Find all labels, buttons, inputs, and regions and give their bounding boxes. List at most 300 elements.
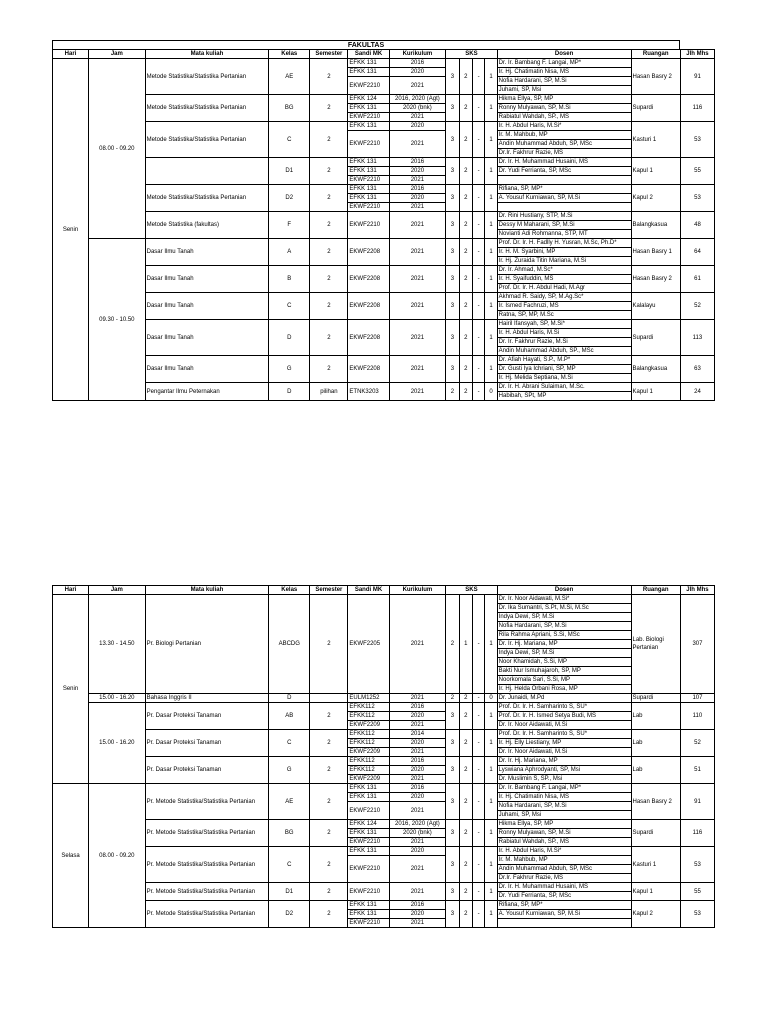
sks-total-cell: 3	[446, 847, 459, 883]
sks-total-cell: 3	[446, 95, 459, 122]
sks-practicum-cell: 1	[485, 212, 497, 239]
sks-total-cell: 3	[446, 185, 459, 212]
course-code-cell: EKWF2209	[348, 775, 389, 784]
time-slot-cell: 13.30 - 14.50	[89, 595, 146, 694]
curriculum-cell: 2020	[389, 122, 446, 131]
student-count-cell: 91	[680, 59, 714, 95]
schedule-table-2	[52, 585, 715, 928]
header-dosen: Dosen	[497, 586, 631, 595]
lecturer-cell: Andin Muhammad Abduh, SP, MSc	[497, 865, 631, 874]
lecturer-cell: Dr. Muslimin S, SP., Msi	[497, 775, 631, 784]
class-cell: D1	[269, 883, 310, 901]
curriculum-cell: 2021	[389, 212, 446, 239]
table-row	[53, 730, 715, 739]
curriculum-cell: 2021	[389, 113, 446, 122]
curriculum-cell: 2020	[389, 712, 446, 721]
student-count-cell: 51	[680, 757, 714, 784]
curriculum-cell: 2020	[389, 910, 446, 919]
sks-total-cell: 3	[446, 293, 459, 320]
sks-total-cell: 3	[446, 883, 459, 901]
sks-theory-cell: 2	[459, 784, 472, 820]
lecturer-cell: Ir. Hj. Helda Orbani Rosa, MP	[497, 685, 631, 694]
lecturer-cell: Andin Muhammad Abduh, SP, MSc	[497, 140, 631, 149]
time-slot-cell: 15.00 - 16.20	[89, 694, 146, 703]
semester-cell: 2	[310, 784, 348, 820]
class-cell: C	[269, 730, 310, 757]
sks-total-cell: 3	[446, 730, 459, 757]
semester-cell: 2	[310, 847, 348, 883]
sks-dash-cell: -	[472, 185, 484, 212]
class-cell: G	[269, 356, 310, 383]
semester-cell: 2	[310, 59, 348, 95]
student-count-cell: 55	[680, 158, 714, 185]
sks-theory-cell: 2	[459, 212, 472, 239]
semester-cell: 2	[310, 185, 348, 212]
lecturer-cell: Ir. Ismed Fachruzi, MS	[497, 302, 631, 311]
course-name-cell: Metode Statistika (fakultas)	[145, 212, 269, 239]
course-name-cell: Dasar Ilmu Tanah	[145, 266, 269, 293]
sks-total-cell: 3	[446, 266, 459, 293]
course-code-cell: EKWF2210	[348, 802, 389, 820]
course-code-cell: EFKK 131	[348, 185, 389, 194]
table-row	[53, 320, 715, 329]
curriculum-cell: 2016, 2020 (Agt)	[389, 820, 446, 829]
room-cell: Hasan Basry 2	[631, 59, 680, 95]
semester-cell: 2	[310, 757, 348, 784]
class-cell: C	[269, 293, 310, 320]
sks-practicum-cell: 1	[485, 239, 497, 266]
table-row	[53, 694, 715, 703]
sks-practicum-cell: 1	[485, 883, 497, 901]
sks-total-cell: 3	[446, 239, 459, 266]
sks-dash-cell: -	[472, 95, 484, 122]
header-ruangan: Ruangan	[631, 586, 680, 595]
sks-theory-cell: 1	[459, 595, 472, 694]
course-code-cell: EFKK 131	[348, 59, 389, 68]
sks-dash-cell: -	[472, 730, 484, 757]
lecturer-cell	[497, 176, 631, 185]
class-cell: ABCDG	[269, 595, 310, 694]
lecturer-cell: Juhami, SP, Msi	[497, 811, 631, 820]
sks-total-cell: 3	[446, 59, 459, 95]
room-cell: Balangkasua	[631, 356, 680, 383]
curriculum-cell: 2016	[389, 784, 446, 793]
curriculum-cell: 2021	[389, 320, 446, 356]
curriculum-cell: 2016	[389, 757, 446, 766]
semester-cell	[310, 694, 348, 703]
sks-dash-cell: -	[472, 820, 484, 847]
class-cell: C	[269, 847, 310, 883]
lecturer-cell: Dr. Ir. Bambang F. Langai, MP*	[497, 784, 631, 793]
lecturer-cell: Prof. Dr. Ir. H. Samharinto S, SU*	[497, 730, 631, 739]
sks-practicum-cell: 1	[485, 293, 497, 320]
class-cell: BG	[269, 95, 310, 122]
curriculum-cell: 2021	[389, 77, 446, 95]
class-cell: D1	[269, 158, 310, 185]
sks-practicum-cell: 1	[485, 595, 497, 694]
table-row	[53, 883, 715, 892]
lecturer-cell: Ir. Hj. Elly Liestiany, MP	[497, 739, 631, 748]
course-code-cell: EFKK112	[348, 739, 389, 748]
faculty-title: FAKULTAS	[52, 40, 680, 50]
curriculum-cell: 2014	[389, 730, 446, 739]
sks-practicum-cell: 1	[485, 820, 497, 847]
header-jlh-mhs: Jlh Mhs	[680, 586, 714, 595]
student-count-cell: 52	[680, 293, 714, 320]
student-count-cell: 64	[680, 239, 714, 266]
course-name-cell: Metode Statistika/Statistika Pertanian	[145, 95, 269, 122]
sks-dash-cell: -	[472, 293, 484, 320]
sks-dash-cell: -	[472, 383, 484, 401]
course-code-cell: EFKK112	[348, 766, 389, 775]
header-hari: Hari	[53, 586, 89, 595]
lecturer-cell: Dr. Ir. Fakhrur Razie, M.Si	[497, 338, 631, 347]
sks-total-cell: 2	[446, 595, 459, 694]
day-cell: Senin	[53, 595, 89, 784]
curriculum-cell: 2021	[389, 883, 446, 901]
course-name-cell: Pr. Metode Statistika/Statistika Pertanian	[145, 784, 269, 820]
sks-dash-cell: -	[472, 847, 484, 883]
course-code-cell: EULM1252	[348, 694, 389, 703]
course-code-cell: EKWF2210	[348, 176, 389, 185]
course-code-cell: EKWF2210	[348, 838, 389, 847]
course-name-cell: Pr. Metode Statistika/Statistika Pertanian	[145, 847, 269, 883]
course-code-cell: EKWF2209	[348, 721, 389, 730]
sks-practicum-cell: 1	[485, 122, 497, 158]
course-code-cell: EFKK 131	[348, 167, 389, 176]
course-code-cell: EKWF2210	[348, 131, 389, 158]
lecturer-cell: Novianti Adi Rohmanna, STP, MT	[497, 230, 631, 239]
course-code-cell: EKWF2210	[348, 883, 389, 901]
curriculum-cell: 2016	[389, 185, 446, 194]
curriculum-cell: 2020	[389, 194, 446, 203]
sks-total-cell: 2	[446, 383, 459, 401]
student-count-cell: 307	[680, 595, 714, 694]
sks-theory-cell: 2	[459, 694, 472, 703]
curriculum-cell: 2016, 2020 (Agt)	[389, 95, 446, 104]
lecturer-cell: Indya Dewi, SP, M.Si	[497, 649, 631, 658]
room-cell: Lab	[631, 730, 680, 757]
lecturer-cell: Hikma Ellya, SP, MP	[497, 820, 631, 829]
sks-theory-cell: 2	[459, 59, 472, 95]
room-cell: Hasan Basry 1	[631, 239, 680, 266]
sks-theory-cell: 2	[459, 95, 472, 122]
sks-practicum-cell: 1	[485, 757, 497, 784]
sks-total-cell: 3	[446, 901, 459, 928]
lecturer-cell: Dr. Ir. Hj. Mariana, MP	[497, 640, 631, 649]
course-code-cell: EKWF2208	[348, 266, 389, 293]
sks-dash-cell: -	[472, 212, 484, 239]
sks-theory-cell: 2	[459, 703, 472, 730]
sks-practicum-cell: 1	[485, 356, 497, 383]
lecturer-cell: Ir. Hj. Melida Septiana, M.Si	[497, 374, 631, 383]
lecturer-cell: Habibah, SPt, MP	[497, 392, 631, 401]
student-count-cell: 53	[680, 122, 714, 158]
course-name-cell: Bahasa Inggris II	[145, 694, 269, 703]
course-code-cell: EKWF2210	[348, 856, 389, 883]
course-code-cell: EFKK 131	[348, 910, 389, 919]
room-cell: Supardi	[631, 320, 680, 356]
course-code-cell: EFKK 124	[348, 95, 389, 104]
sks-theory-cell: 2	[459, 158, 472, 185]
semester-cell: 2	[310, 239, 348, 266]
class-cell: A	[269, 239, 310, 266]
curriculum-cell: 2020	[389, 793, 446, 802]
sks-dash-cell: -	[472, 883, 484, 901]
curriculum-cell: 2020	[389, 739, 446, 748]
semester-cell: 2	[310, 158, 348, 185]
lecturer-cell: Dr. Ir. Bambang F. Langai, MP*	[497, 59, 631, 68]
class-cell: D2	[269, 901, 310, 928]
course-name-cell: Pr. Metode Statistika/Statistika Pertanian	[145, 883, 269, 901]
sks-theory-cell: 2	[459, 383, 472, 401]
room-cell: Kapul 1	[631, 883, 680, 901]
lecturer-cell: Dr. Ir. H. Abrani Sulaiman, M.Sc.	[497, 383, 631, 392]
lecturer-cell: Dr. Rini Hustiany, STP, M.Si	[497, 212, 631, 221]
lecturer-cell: Dr. Ir. Ahmad, M.Sc*	[497, 266, 631, 275]
lecturer-cell: Dr. Ir. Hj. Mariana, MP	[497, 757, 631, 766]
sks-theory-cell: 2	[459, 757, 472, 784]
curriculum-cell: 2021	[389, 856, 446, 883]
header-sks: SKS	[446, 50, 497, 59]
lecturer-cell: Ir. Hj. Chatimatin Nisa, MS	[497, 793, 631, 802]
table-row	[53, 383, 715, 392]
course-code-cell: EKWF2210	[348, 113, 389, 122]
sks-total-cell: 3	[446, 158, 459, 185]
semester-cell: 2	[310, 95, 348, 122]
lecturer-cell	[497, 203, 631, 212]
table-row	[53, 185, 715, 194]
curriculum-cell: 2021	[389, 131, 446, 158]
student-count-cell: 53	[680, 847, 714, 883]
room-cell: Hasan Basry 2	[631, 784, 680, 820]
lecturer-cell: Ir. H. Abdul Haris, M.Si	[497, 329, 631, 338]
sks-total-cell: 3	[446, 320, 459, 356]
curriculum-cell: 2020	[389, 847, 446, 856]
lecturer-cell: Ratna, SP, MP, M.Sc	[497, 311, 631, 320]
lecturer-cell: Dr. Yudi Ferrianta, SP, MSc	[497, 892, 631, 901]
lecturer-cell: Akhmad R. Saidy, SP, M.Ag.Sc*	[497, 293, 631, 302]
semester-cell: 2	[310, 356, 348, 383]
table-body-2	[53, 595, 715, 928]
table-row	[53, 293, 715, 302]
table-row	[53, 122, 715, 131]
class-cell: D	[269, 383, 310, 401]
sks-practicum-cell: 1	[485, 730, 497, 757]
sks-practicum-cell: 1	[485, 703, 497, 730]
course-code-cell: EFKK112	[348, 757, 389, 766]
course-name-cell: Pengantar Ilmu Peternakan	[145, 383, 269, 401]
lecturer-cell: Juhami, SP, Msi	[497, 86, 631, 95]
course-code-cell: EKWF2208	[348, 239, 389, 266]
course-name-cell: Pr. Metode Statistika/Statistika Pertanian	[145, 820, 269, 847]
class-cell: B	[269, 266, 310, 293]
sks-theory-cell: 2	[459, 847, 472, 883]
course-code-cell: EFKK112	[348, 712, 389, 721]
header-mata-kuliah: Mata kuliah	[145, 586, 269, 595]
curriculum-cell: 2021	[389, 838, 446, 847]
course-name-cell: Dasar Ilmu Tanah	[145, 293, 269, 320]
room-cell: Hasan Basry 2	[631, 266, 680, 293]
student-count-cell: 61	[680, 266, 714, 293]
header-kurikulum: Kurikulum	[389, 50, 446, 59]
sks-dash-cell: -	[472, 703, 484, 730]
table-row	[53, 95, 715, 104]
course-code-cell: EFKK 131	[348, 122, 389, 131]
lecturer-cell: A. Yousuf Kurniawan, SP, M.Si	[497, 194, 631, 203]
lecturer-cell: Rifiana, SP, MP*	[497, 901, 631, 910]
sks-theory-cell: 2	[459, 122, 472, 158]
time-slot-cell: 08.00 - 09.20	[89, 784, 146, 928]
course-name-cell: Metode Statistika/Statistika Pertanian	[145, 122, 269, 158]
course-name-cell: Pr. Metode Statistika/Statistika Pertanian	[145, 901, 269, 928]
lecturer-cell: Ir. H. Syaifuddin, MS	[497, 275, 631, 284]
lecturer-cell: Ir. M. Mahbub, MP	[497, 856, 631, 865]
sks-theory-cell: 2	[459, 820, 472, 847]
sks-dash-cell: -	[472, 122, 484, 158]
semester-cell: 2	[310, 595, 348, 694]
curriculum-cell: 2021	[389, 694, 446, 703]
header-semester: Semester	[310, 586, 348, 595]
class-cell: AE	[269, 59, 310, 95]
sks-theory-cell: 2	[459, 239, 472, 266]
lecturer-cell: Dr. Ir. Noor Aidawati, M.Si	[497, 721, 631, 730]
course-code-cell: EFKK 131	[348, 104, 389, 113]
sks-total-cell: 3	[446, 122, 459, 158]
room-cell: Kapul 2	[631, 901, 680, 928]
class-cell: C	[269, 122, 310, 158]
curriculum-cell: 2021	[389, 356, 446, 383]
sks-theory-cell: 2	[459, 320, 472, 356]
class-cell: G	[269, 757, 310, 784]
table-row	[53, 158, 715, 167]
table-row	[53, 757, 715, 766]
header-jam: Jam	[89, 586, 146, 595]
lecturer-cell	[497, 919, 631, 928]
class-cell: AE	[269, 784, 310, 820]
course-name-cell: Dasar Ilmu Tanah	[145, 239, 269, 266]
course-code-cell: EKWF2208	[348, 293, 389, 320]
sks-practicum-cell: 0	[485, 383, 497, 401]
sks-practicum-cell: 1	[485, 784, 497, 820]
day-cell: Senin	[53, 59, 89, 401]
lecturer-cell: Dessy M Maharani, SP, M.Si	[497, 221, 631, 230]
curriculum-cell: 2021	[389, 266, 446, 293]
sks-total-cell: 3	[446, 820, 459, 847]
table-row	[53, 820, 715, 829]
sks-practicum-cell: 1	[485, 185, 497, 212]
schedule-table-1	[52, 49, 715, 401]
course-code-cell: EKWF2210	[348, 77, 389, 95]
sks-dash-cell: -	[472, 239, 484, 266]
lecturer-cell: Dr. Yudi Ferrianta, SP, MSc	[497, 167, 631, 176]
sks-dash-cell: -	[472, 694, 484, 703]
room-cell: Kapul 1	[631, 158, 680, 185]
header-dosen: Dosen	[497, 50, 631, 59]
time-slot-cell: 09.30 - 10.50	[89, 239, 146, 401]
course-code-cell: EFKK 131	[348, 901, 389, 910]
curriculum-cell: 2021	[389, 595, 446, 694]
room-cell: Kalalayu	[631, 293, 680, 320]
table-row	[53, 901, 715, 910]
sks-practicum-cell: 1	[485, 847, 497, 883]
header-sandi-mk: Sandi MK	[348, 586, 389, 595]
lecturer-cell: Dr. Junaidi, M.Pd	[497, 694, 631, 703]
sks-total-cell: 3	[446, 212, 459, 239]
lecturer-cell: Ir. M. Mahbub, MP	[497, 131, 631, 140]
lecturer-cell: Ir. H. Abdul Haris, M.Si*	[497, 847, 631, 856]
course-code-cell: EFKK 124	[348, 820, 389, 829]
lecturer-cell: Noorkomala Sari, S.Si, MP	[497, 676, 631, 685]
lecturer-cell: Dr.Ir. Fakhrur Razie, MS	[497, 874, 631, 883]
sks-total-cell: 3	[446, 784, 459, 820]
student-count-cell: 55	[680, 883, 714, 901]
sks-practicum-cell: 1	[485, 901, 497, 928]
sks-total-cell: 3	[446, 703, 459, 730]
student-count-cell: 113	[680, 320, 714, 356]
course-code-cell: EKWF2210	[348, 212, 389, 239]
sks-dash-cell: -	[472, 595, 484, 694]
sks-total-cell: 3	[446, 757, 459, 784]
sks-practicum-cell: 1	[485, 95, 497, 122]
lecturer-cell: Rabiatul Wahdah, SP., MS	[497, 113, 631, 122]
lecturer-cell: Dr. Afiah Hayati, S.P., M.P*	[497, 356, 631, 365]
header-sks: SKS	[446, 586, 497, 595]
course-code-cell: EKWF2209	[348, 748, 389, 757]
lecturer-cell: Ir. Hj. Zuraida Titin Mariana, M.Si	[497, 257, 631, 266]
day-cell: Selasa	[53, 784, 89, 928]
semester-cell: 2	[310, 266, 348, 293]
curriculum-cell: 2021	[389, 919, 446, 928]
room-cell: Kasturi 1	[631, 847, 680, 883]
room-cell: Supardi	[631, 694, 680, 703]
semester-cell: 2	[310, 901, 348, 928]
header-sandi-mk: Sandi MK	[348, 50, 389, 59]
table-row	[53, 212, 715, 221]
course-code-cell: EFKK 131	[348, 847, 389, 856]
header-row	[53, 586, 715, 595]
sks-dash-cell: -	[472, 158, 484, 185]
curriculum-cell: 2021	[389, 802, 446, 820]
curriculum-cell: 2021	[389, 775, 446, 784]
curriculum-cell: 2021	[389, 383, 446, 401]
lecturer-cell: Rifiana, SP, MP*	[497, 185, 631, 194]
course-code-cell: EFKK 131	[348, 68, 389, 77]
header-row	[53, 50, 715, 59]
course-name-cell: Pr. Dasar Proteksi Tanaman	[145, 730, 269, 757]
lecturer-cell: Dr. Ir. H. Muhammad Husaini, MS	[497, 883, 631, 892]
course-code-cell: EFKK 131	[348, 194, 389, 203]
course-name-cell: Pr. Dasar Proteksi Tanaman	[145, 703, 269, 730]
time-slot-cell: 15.00 - 16.20	[89, 703, 146, 784]
lecturer-cell: Prof. Dr. Ir. H. Ismed Setya Budi, MS	[497, 712, 631, 721]
lecturer-cell: Bakti Nur Ismuhajaroh, SP, MP	[497, 667, 631, 676]
semester-cell: 2	[310, 212, 348, 239]
sks-practicum-cell: 1	[485, 266, 497, 293]
sks-dash-cell: -	[472, 59, 484, 95]
time-slot-cell: 08.00 - 09.20	[89, 59, 146, 239]
header-mata-kuliah: Mata kuliah	[145, 50, 269, 59]
sks-theory-cell: 2	[459, 883, 472, 901]
course-code-cell: EFKK 131	[348, 793, 389, 802]
semester-cell: 2	[310, 730, 348, 757]
lecturer-cell: A. Yousuf Kurniawan, SP, M.Si	[497, 910, 631, 919]
header-jam: Jam	[89, 50, 146, 59]
sks-practicum-cell: 0	[485, 694, 497, 703]
curriculum-cell: 2021	[389, 721, 446, 730]
header-kelas: Kelas	[269, 586, 310, 595]
semester-cell: 2	[310, 122, 348, 158]
